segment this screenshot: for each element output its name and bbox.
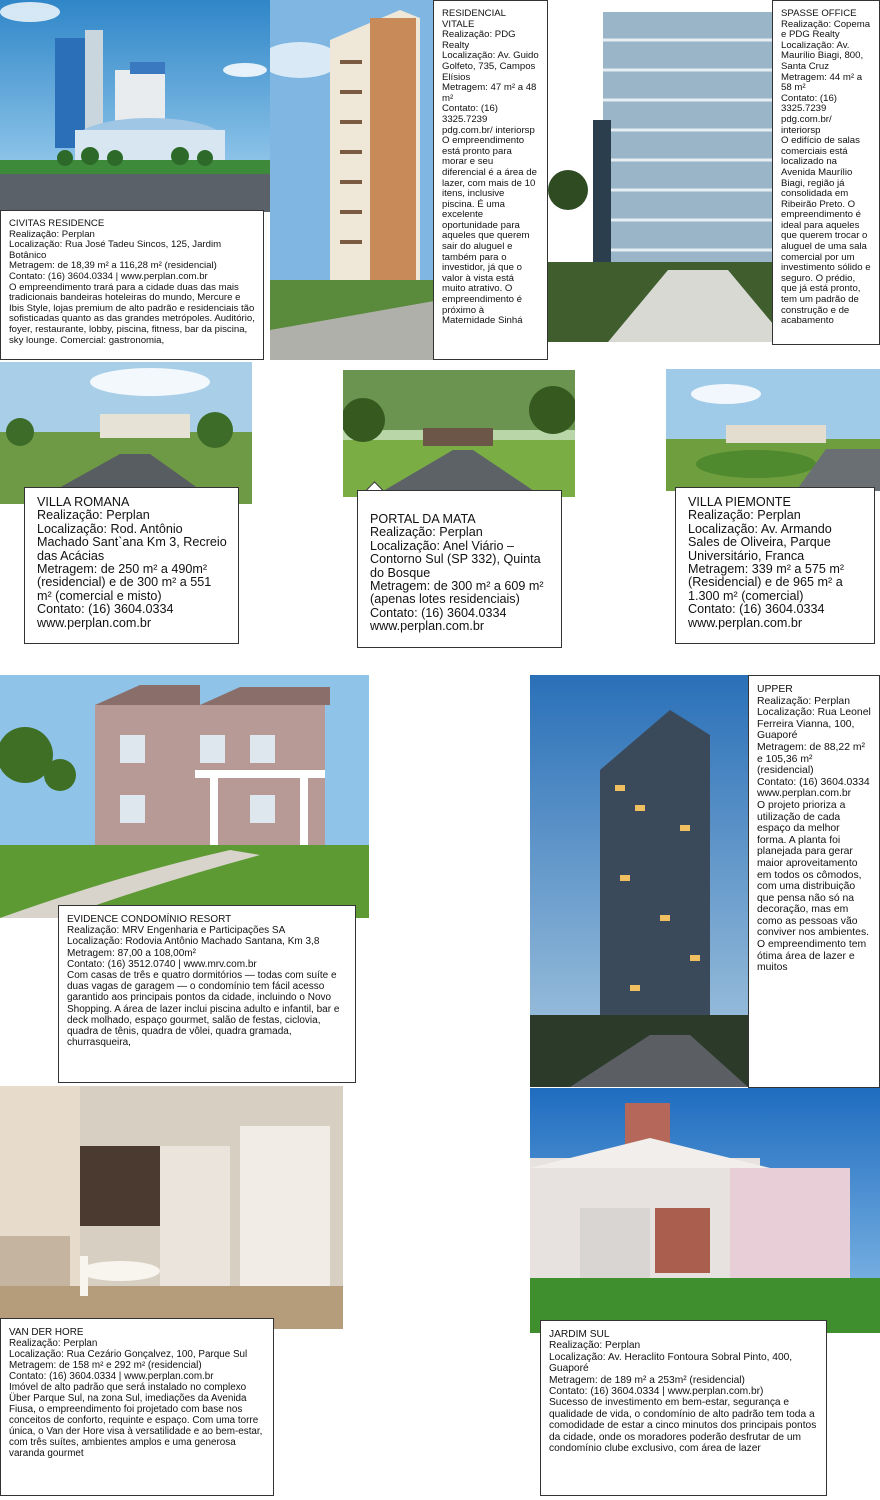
developer: Realização: Perplan <box>688 508 801 523</box>
vitale-card <box>433 0 548 360</box>
description: Imóvel de alto padrão que será instalado no complexo Über Parque Sul, na zona Sul, imediações da Avenida Fiusa, o empreendimento foi projetado com base nos conceitos de conforto, requinte e espaço. Com uma torre única, o Van der Hore visa à versatilidade e ao bem-estar, com três suítes, ambientes amplos e uma generosa varanda gourmet <box>9 1382 263 1459</box>
vitale-photo <box>270 0 440 360</box>
evidence-card <box>58 905 356 1083</box>
location: Localização: Av. Guido Golfeto, 735, Campos Elísios <box>442 50 539 83</box>
website: www.perplan.com.br <box>688 615 803 630</box>
developer: Realização: Copema e PDG Realty <box>781 18 871 41</box>
location: Localização: Rua Leonel Ferreira Vianna, 100, Guaporé <box>757 707 871 742</box>
website: www.perplan.com.br <box>37 615 152 630</box>
villa-piemonte-photo <box>666 369 880 491</box>
developer: Realização: Perplan <box>549 1340 641 1352</box>
description: O edifício de salas comerciais está localizado na Avenida Maurílio Biagi, região já consolidada em Ribeirão Preto. O empreendimento é ideal para aqueles que querem trocar o aluguel de uma sala comercial por um investimento sólido e seguro. O prédio, que já está pronto, tem um padrão de construção e de acabamento <box>781 135 871 327</box>
size: Metragem: de 250 m² a 490m² (residencial) e de 300 m² a 551 m² (comercial e misto) <box>37 562 212 603</box>
location: Localização: Rua José Tadeu Sincos, 125, Jardim Botânico <box>9 239 222 261</box>
size: Metragem: de 18,39 m² a 116,28 m² (residencial) <box>9 260 217 272</box>
contact: Contato: (16) 3325.7239 pdg.com.br/ interiorsp <box>442 103 535 136</box>
evidence-photo <box>0 675 369 918</box>
developer: Realização: Perplan <box>9 228 95 240</box>
upper-card <box>748 675 880 1088</box>
description: Sucesso de investimento em bem-estar, segurança e qualidade de vida, o condomínio de alto padrão tem toda a comodidade de estar a cinco minutos dos principais pontos da cidade, onde os moradores poderão desfrutar de um condomínio clube exclusivo, com área de lazer <box>549 1397 817 1455</box>
contact: Contato: (16) 3325.7239 pdg.com.br/ interiorsp <box>781 92 837 136</box>
description: Com casas de três e quatro dormitórios — todas com suíte e duas vagas de garagem — o condomínio tem fácil acesso garantido aos principais pontos da cidade, incluindo o Novo Shopping. A área de lazer inclui piscina adulto e infantil, bar e deck molhado, espaço gourmet, salão de festas, ciclovia, quadra de tênis, quadra de vôlei, quadra gramada, churrasqueira, <box>67 970 340 1049</box>
description: O empreendimento está pronto para morar e seu diferencial é a área de lazer, com mais de 10 itens, inclusive piscina. É uma excelente oportunidade para aqueles que querem sair do aluguel e também para o investidor, já que o valor à vista está muito atrativo. O empreendimento é próximo à Maternidade Sinhá <box>442 135 537 327</box>
size: Metragem: 339 m² a 575 m² (Residencial) e de 965 m² a 1.300 m² (comercial) <box>688 562 845 603</box>
location: Localização: Av. Armando Sales de Oliveira, Parque Universitário, Franca <box>688 521 832 563</box>
jardim-sul-photo <box>530 1088 880 1333</box>
van-der-hore-card <box>0 1318 274 1496</box>
developer: Realização: MRV Engenharia e Participações SA <box>67 925 286 937</box>
size: Metragem: 47 m² a 48 m² <box>442 82 537 104</box>
location: Localização: Rua Cezário Gonçalvez, 100, Parque Sul <box>9 1349 248 1360</box>
developer: Realização: PDG Realty <box>442 29 516 51</box>
contact: Contato: (16) 3604.0334 | www.perplan.com.br) <box>549 1386 764 1398</box>
listing-title: EVIDENCE CONDOMÍNIO RESORT <box>67 914 232 925</box>
location: Localização: Rodovia Antônio Machado Santana, Km 3,8 <box>67 936 320 948</box>
listing-title: VILLA PIEMONTE <box>688 495 791 509</box>
contact: Contato: (16) 3604.0334 <box>370 605 507 620</box>
website: www.perplan.com.br <box>370 619 485 634</box>
jardim-sul-card <box>540 1320 827 1496</box>
size: Metragem: de 300 m² a 609 m² (apenas lotes residenciais) <box>370 579 544 607</box>
size: Metragem: 87,00 a 108,00m² <box>67 947 196 959</box>
listing-title: CIVITAS RESIDENCE <box>9 218 105 229</box>
listing-title: RESIDENCIAL VITALE <box>442 8 506 30</box>
villa-romana-photo <box>0 362 252 504</box>
listing-title: VILLA ROMANA <box>37 495 130 509</box>
developer: Realização: Perplan <box>370 525 483 540</box>
location: Localização: Av. Heraclito Fontoura Sobral Pinto, 400, Guaporé <box>549 1351 793 1375</box>
size: Metragem: de 189 m² a 253m² (residencial) <box>549 1374 745 1386</box>
contact: Contato: (16) 3512.0740 | www.mrv.com.br <box>67 958 257 970</box>
description: O projeto prioriza a utilização de cada espaço da melhor forma. A planta foi planejada para gerar maior aproveitamento em todos os cômodos, com uma distribuição que pensa não só na decoração, mas em como as pessoas vão conviver nos ambientes. O empreendimento tem ótima área de lazer e muitos <box>757 799 870 974</box>
contact: Contato: (16) 3604.0334 www.perplan.com.br <box>757 776 870 800</box>
location: Localização: Av. Maurílio Biagi, 800, Santa Cruz <box>781 39 864 72</box>
location: Localização: Anel Viário – Contorno Sul (SP 332), Quinta do Bosque <box>370 538 541 580</box>
upper-photo <box>530 675 748 1087</box>
spasse-card <box>772 0 880 345</box>
size: Metragem: de 158 m² e 292 m² (residencial) <box>9 1360 202 1371</box>
listing-title: UPPER <box>757 684 793 695</box>
portal-mata-card <box>357 490 562 648</box>
contact: Contato: (16) 3604.0334 <box>688 602 825 617</box>
description: O empreendimento trará para a cidade duas das mais tradicionais bandeiras hoteleiras do mundo, Mercure e Ibis Style, lojas premium de alto padrão e residenciais tão sofisticadas quanto as das grandes metrópoles. Auditório, foyer, restaurante, lobby, piscina, fitness, bar da piscina, sky lounge. Comercial: gastronomia, <box>9 281 255 346</box>
listing-title: PORTAL DA MATA <box>370 512 476 526</box>
villa-romana-card <box>24 487 239 644</box>
size: Metragem: 44 m² a 58 m² <box>781 71 863 94</box>
location: Localização: Rod. Antônio Machado Sant`ana Km 3, Recreio das Acácias <box>37 521 227 563</box>
contact: Contato: (16) 3604.0334 <box>37 602 174 617</box>
developer: Realização: Perplan <box>9 1338 98 1349</box>
size: Metragem: de 88,22 m² e 105,36 m² (residencial) <box>757 741 865 777</box>
civitas-photo <box>0 0 270 212</box>
listing-title: JARDIM SUL <box>549 1329 610 1340</box>
civitas-card <box>0 210 264 360</box>
van-der-hore-photo <box>0 1086 343 1329</box>
contact: Contato: (16) 3604.0334 | www.perplan.com.br <box>9 1371 214 1382</box>
developer: Realização: Perplan <box>37 508 150 523</box>
listing-title: VAN DER HORE <box>9 1327 84 1338</box>
villa-piemonte-card <box>675 487 875 644</box>
contact: Contato: (16) 3604.0334 | www.perplan.com.br <box>9 270 208 282</box>
listing-title: SPASSE OFFICE <box>781 8 857 19</box>
portal-mata-photo <box>343 370 575 497</box>
developer: Realização: Perplan <box>757 695 850 707</box>
